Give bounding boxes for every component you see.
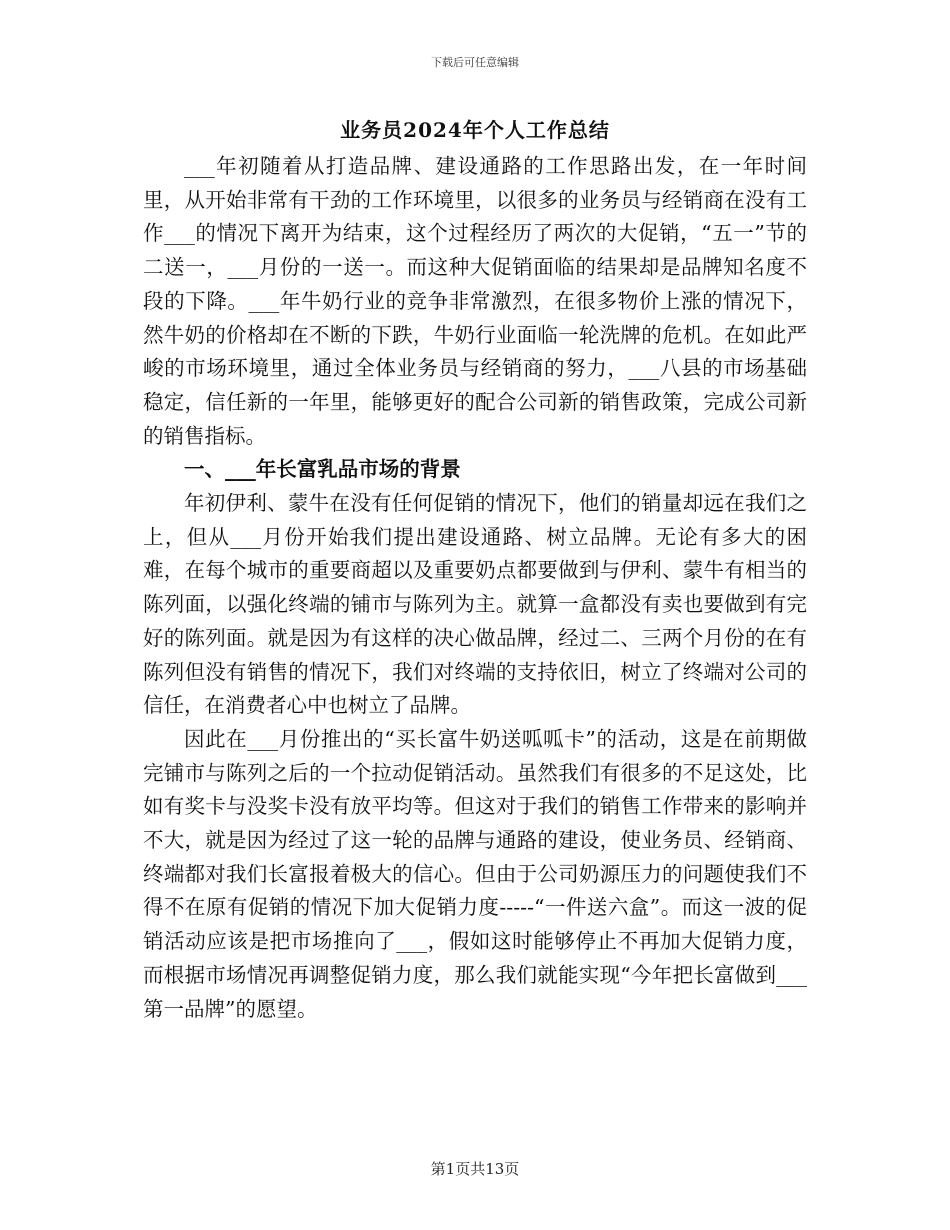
header-note: 下载后可任意编辑 [431, 56, 519, 69]
body-paragraph: 因此在___月份推出的“买长富牛奶送呱呱卡”的活动，这是在前期做完铺市与陈列之后的一个拉动促销活动。虽然我们有很多的不足这处，比如有奖卡与没奖卡没有放平均等。但这对于我们的销售工作带来的影响并不大，就是因为经过了这一轮的品牌与通路的建设，使业务员、经销商、终端都对我们长富报着极大的信心。但由于公司奶源压力的问题使我们不得不在原有促销的情况下加大促销力度-----“一件送六盒”。而这一波的促销活动应该是把市场推向了___，假如这时能够停止不再加大促销力度，而根据市场情况再调整促销力度，那么我们就能实现“今年把长富做到___第一品牌”的愿望。 [143, 726, 807, 1021]
document-title: 业务员2024年个人工作总结 [340, 118, 610, 142]
page-footer: 第1页共13页 [430, 1160, 520, 1178]
body-paragraph: ___年初随着从打造品牌、建设通路的工作思路出发，在一年时间里，从开始非常有干劲的工作环境里，以很多的业务员与经销商在没有工作___的情况下离开为结束，这个过程经历了两次的大促销，“五一”节的二送一，___月份的一送一。而这种大促销面临的结果却是品牌知名度不段的下降。___年牛奶行业的竞争非常激烈，在很多物价上涨的情况下，然牛奶的价格却在不断的下跌，牛奶行业面临一轮洗牌的危机。在如此严峻的市场环境里，通过全体业务员与经销商的努力，___八县的市场基础稳定，信任新的一年里，能够更好的配合公司新的销售政策，完成公司新的销售指标。 [143, 154, 807, 448]
body-paragraph: 年初伊利、蒙牛在没有任何促销的情况下，他们的销量却远在我们之上，但从___月份开始我们提出建设通路、树立品牌。无论有多大的困难，在每个城市的重要商超以及重要奶点都要做到与伊利、蒙牛有相当的陈列面，以强化终端的铺市与陈列为主。就算一盒都没有卖也要做到有完好的陈列面。就是因为有这样的决心做品牌，经过二、三两个月份的在有陈列但没有销售的情况下，我们对终端的支持依旧，树立了终端对公司的信任，在消费者心中也树立了品牌。 [143, 491, 807, 718]
section-heading: 一、___年长富乳品市场的背景 [184, 457, 461, 482]
document-body [143, 150, 807, 1026]
